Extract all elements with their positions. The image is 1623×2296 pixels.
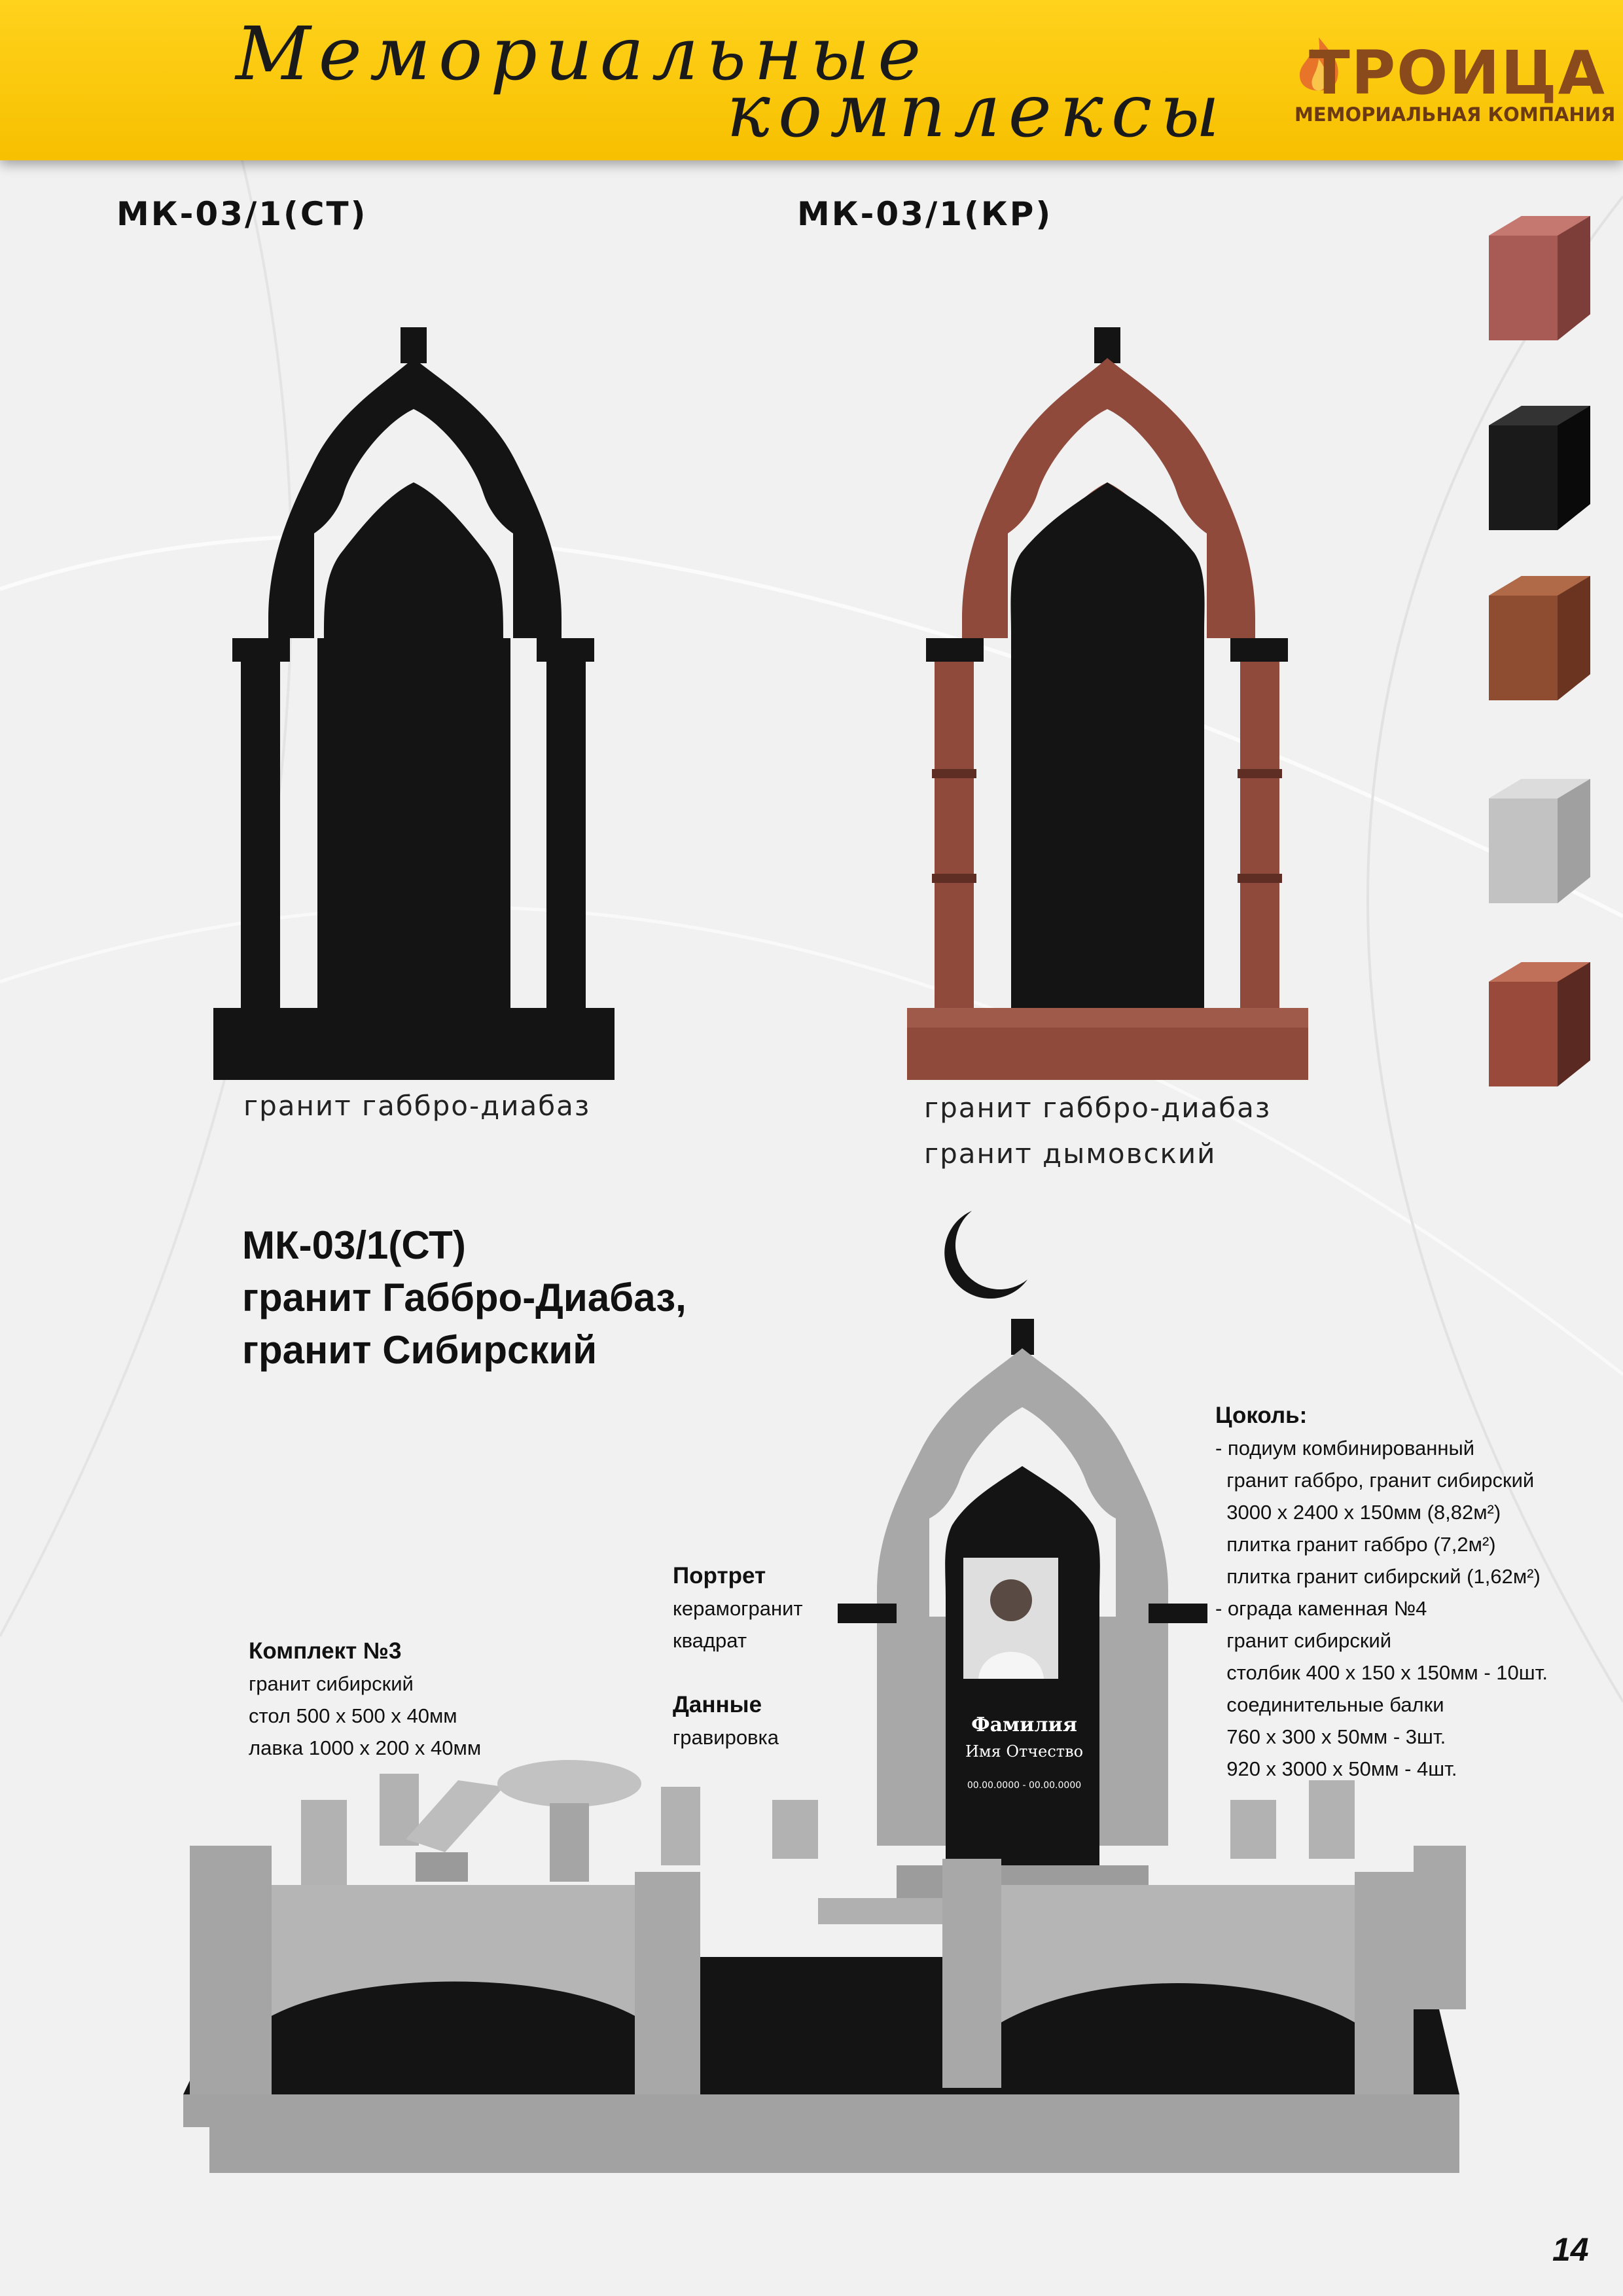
plinth-note bbox=[1215, 1399, 1548, 1785]
set-note-line: гранит сибирский bbox=[249, 1672, 414, 1695]
complex-heading-line-1: МК-03/1(СТ) bbox=[242, 1223, 466, 1267]
portrait-note-line: квадрат bbox=[673, 1629, 747, 1652]
brown-granite-swatch bbox=[1489, 576, 1590, 700]
plinth-note-line: гранит сибирский bbox=[1215, 1629, 1392, 1652]
plinth-note-line: плитка гранит габбро (7,2м²) bbox=[1215, 1533, 1496, 1556]
plaque-surname: Фамилия bbox=[971, 1713, 1077, 1736]
red-granite-swatch bbox=[1489, 216, 1590, 340]
portrait-note-line: керамогранит bbox=[673, 1597, 803, 1620]
logo-subtitle: МЕМОРИАЛЬНАЯ КОМПАНИЯ bbox=[1294, 103, 1616, 126]
portrait-note bbox=[673, 1560, 803, 1657]
page-header bbox=[0, 0, 1623, 160]
black-granite-swatch bbox=[1489, 406, 1590, 530]
product-1-model: МК-03/1(СТ) bbox=[116, 195, 368, 233]
set-note-line: лавка 1000 х 200 х 40мм bbox=[249, 1736, 482, 1759]
plinth-note-line: - подиум комбинированный bbox=[1215, 1437, 1475, 1460]
plinth-note-line: 3000 х 2400 х 150мм (8,82м²) bbox=[1215, 1501, 1501, 1524]
dymovsky-granite-swatch bbox=[1489, 962, 1590, 1086]
data-note-title: Данные bbox=[673, 1692, 762, 1717]
page-title-line-1: Мемориальные bbox=[236, 12, 929, 97]
granite-swatch-column bbox=[1476, 216, 1607, 1132]
plinth-note-line: 760 х 300 х 50мм - 3шт. bbox=[1215, 1725, 1446, 1748]
product-2-material-1: гранит габбро-диабаз bbox=[924, 1092, 1272, 1124]
plinth-note-title: Цоколь: bbox=[1215, 1403, 1308, 1428]
set-note-line: стол 500 х 500 х 40мм bbox=[249, 1704, 457, 1727]
product-1-material: гранит габбро-диабаз bbox=[243, 1090, 591, 1122]
set-note bbox=[249, 1635, 481, 1764]
plinth-note-line: столбик 400 х 150 х 150мм - 10шт. bbox=[1215, 1661, 1548, 1684]
complex-heading-line-2: гранит Габбро-Диабаз, bbox=[242, 1276, 687, 1319]
grey-granite-swatch bbox=[1489, 779, 1590, 903]
logo-name: ТРОИЦА bbox=[1309, 38, 1606, 108]
plaque-name: Имя Отчество bbox=[965, 1742, 1084, 1761]
page-title-line-2: комплексы bbox=[726, 69, 1228, 154]
product-2-material-2: гранит дымовский bbox=[924, 1138, 1217, 1170]
monument-black-illustration bbox=[190, 187, 661, 1083]
product-2-model: МК-03/1(КР) bbox=[797, 195, 1053, 233]
set-note-title: Комплект №3 bbox=[249, 1638, 402, 1664]
plaque-dates: 00.00.0000 - 00.00.0000 bbox=[967, 1780, 1082, 1791]
data-note bbox=[673, 1689, 779, 1753]
plinth-note-line: 920 х 3000 х 50мм - 4шт. bbox=[1215, 1757, 1457, 1780]
page-number: 14 bbox=[1552, 2231, 1589, 2268]
data-note-line: гравировка bbox=[673, 1726, 779, 1749]
plinth-note-line: плитка гранит сибирский (1,62м²) bbox=[1215, 1565, 1541, 1588]
plinth-note-line: гранит габбро, гранит сибирский bbox=[1215, 1469, 1535, 1492]
complex-heading-line-3: гранит Сибирский bbox=[242, 1328, 597, 1372]
plinth-note-line: - ограда каменная №4 bbox=[1215, 1597, 1427, 1620]
portrait-note-title: Портрет bbox=[673, 1563, 766, 1588]
plinth-note-line: соединительные балки bbox=[1215, 1693, 1444, 1716]
monument-red-illustration bbox=[883, 187, 1355, 1083]
